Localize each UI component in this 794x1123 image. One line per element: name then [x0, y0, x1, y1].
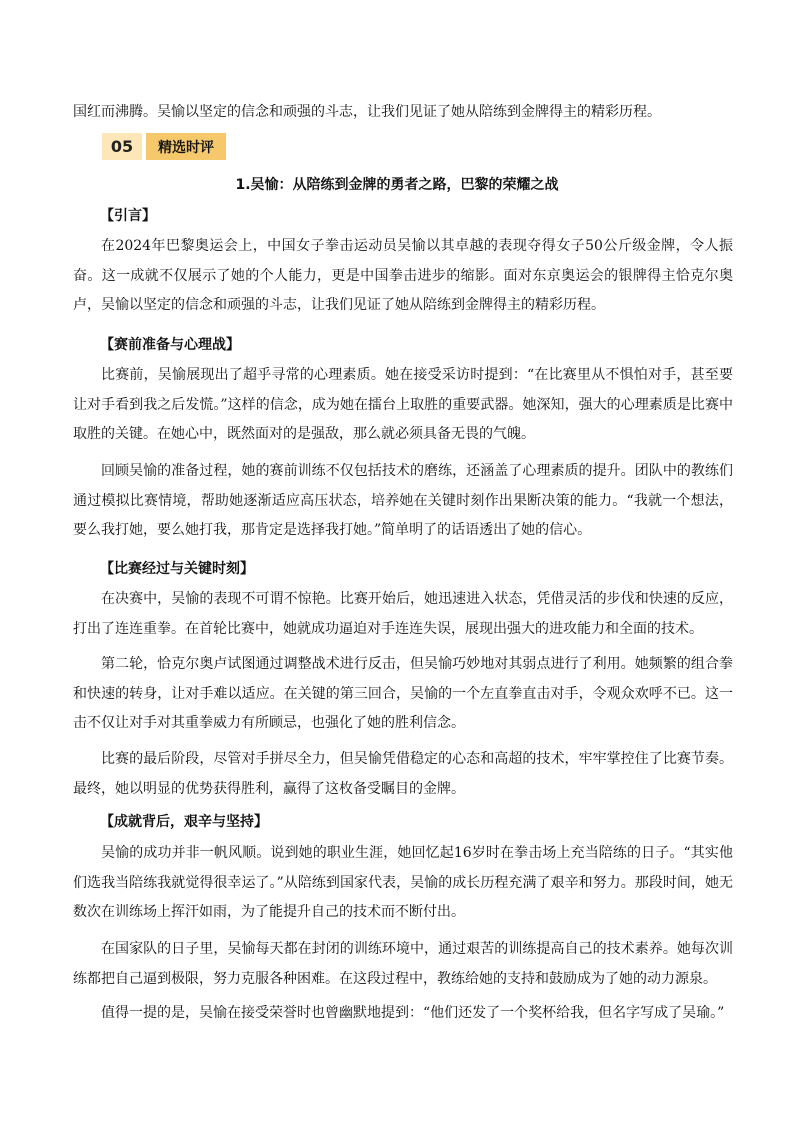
- heading-behind: 【成就背后，艰辛与坚持】: [100, 814, 268, 830]
- paragraph-behind-2: 在国家队的日子里，吴愉每天都在封闭的训练环境中，通过艰苦的训练提高自己的技术素养。她每次训练都把自己逼到极限，努力克服各种困难。在这段过程中，教练给她的支持和鼓励成为了她的动力源泉。: [73, 941, 733, 987]
- article-title: 1.吴愉：从陪练到金牌的勇者之路，巴黎的荣耀之战: [235, 177, 559, 193]
- heading-intro: 【引言】: [100, 208, 156, 224]
- paragraph-behind-1: 吴愉的成功并非一帆风顺。说到她的职业生涯，她回忆起16岁时在拳击场上充当陪练的日子。“其实他们选我当陪练我就觉得很幸运了。”从陪练到国家代表，吴愉的成长历程充满了艰辛和努力。那段时间，她无数次在训练场上挥汗如雨，为了能提升自己的技术而不断付出。: [73, 845, 733, 921]
- paragraph-intro: 在2024年巴黎奥运会上，中国女子拳击运动员吴愉以其卓越的表现夺得女子50公斤级金牌，令人振奋。这一成就不仅展示了她的个人能力，更是中国拳击进步的缩影。面对东京奥运会的银牌得主恰克尔奥卢，吴愉以坚定的信念和顽强的斗志，让我们见证了她从陪练到金牌得主的精彩历程。: [73, 238, 733, 314]
- heading-match: 【比赛经过与关键时刻】: [100, 561, 254, 577]
- paragraph-preparation-2: 回顾吴愉的准备过程，她的赛前训练不仅包括技术的磨练，还涵盖了心理素质的提升。团队中的教练们通过模拟比赛情境，帮助她逐渐适应高压状态，培养她在关键时刻作出果断决策的能力。“我就一个想法，要么我打她，要么她打我，那肯定是选择我打她。”简单明了的话语透出了她的信心。: [73, 463, 733, 539]
- paragraph-match-3: 比赛的最后阶段，尽管对手拼尽全力，但吴愉凭借稳定的心态和高超的技术，牢牢掌控住了比赛节奏。最终，她以明显的优势获得胜利，赢得了这枚备受瞩目的金牌。: [73, 751, 733, 797]
- paragraph-match-2: 第二轮，恰克尔奥卢试图通过调整战术进行反击，但吴愉巧妙地对其弱点进行了利用。她频繁的组合拳和快速的转身，让对手难以适应。在关键的第三回合，吴愉的一个左直拳直击对手，令观众欢呼不已。这一击不仅让对手对其重拳威力有所顾忌，也强化了她的胜利信念。: [73, 656, 733, 732]
- section-badge: [102, 133, 226, 160]
- section-label: 精选时评: [146, 133, 226, 160]
- paragraph-behind-3: 值得一提的是，吴愉在接受荣誉时也曾幽默地提到：“他们还发了一个奖杯给我，但名字写成了吴瑜。”: [101, 1005, 725, 1021]
- paragraph-preparation-1: 比赛前，吴愉展现出了超乎寻常的心理素质。她在接受采访时提到：“在比赛里从不惧怕对手，甚至要让对手看到我之后发慌。”这样的信念，成为她在擂台上取胜的重要武器。她深知，强大的心理素质是比赛中取胜的关键。在她心中，既然面对的是强敌，那么就必须具备无畏的气魄。: [73, 367, 733, 443]
- carryover-text-line: 国红而沸腾。吴愉以坚定的信念和顽强的斗志，让我们见证了她从陪练到金牌得主的精彩历程。: [73, 104, 661, 120]
- section-number: 05: [102, 133, 142, 160]
- heading-preparation: 【赛前准备与心理战】: [100, 337, 240, 353]
- paragraph-match-1: 在决赛中，吴愉的表现不可谓不惊艳。比赛开始后，她迅速进入状态，凭借灵活的步伐和快速的反应，打出了连连重拳。在首轮比赛中，她就成功逼迫对手连连失误，展现出强大的进攻能力和全面的技术。: [73, 591, 733, 637]
